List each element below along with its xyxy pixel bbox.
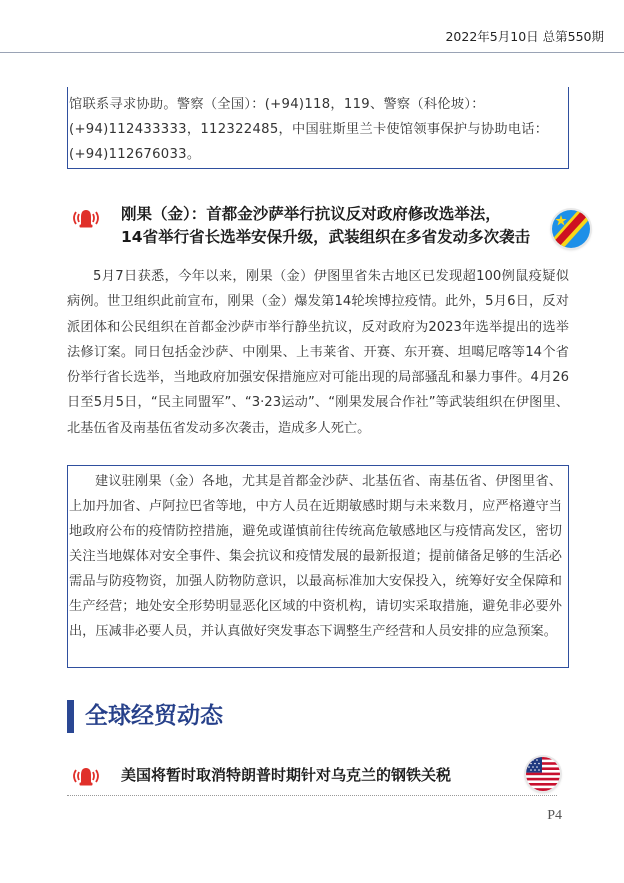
article-1-title (121, 203, 530, 249)
advice-text: 建议驻刚果（金）各地，尤其是首都金沙萨、北基伍省、南基伍省、伊图里省、上加丹加省、卢阿拉巴省等地，中方人员在近期敏感时期与未来数月，应严格遵守当地政府公布的疫情防控措施，避免或谨慎前往传统高危敏感地区与疫情高发区，密切关注当地媒体对安全事件、集会抗议和疫情发展的最新报道；提前储备足够的生活必需品与防疫物资，加强人防物防意识，以最高标准加大安保投入，统筹好安全保障和生产经营；地处安全形势明显恶化区域的中资机构，请切实采取措施，避免非必要外出，压减非必要人员，并认真做好突发事态下调整生产经营和人员安排的应急预案。 (69, 474, 562, 639)
alarm-bell-icon (70, 207, 102, 229)
page-number: P4 (547, 808, 562, 823)
issue-date: 2022年5月10日 总第550期 (445, 29, 604, 44)
top-box-line-3: (+94)112676033。 (69, 147, 201, 162)
article-2-title: 美国将暂时取消特朗普时期针对乌克兰的钢铁关税 (121, 766, 452, 784)
top-info-box (67, 87, 569, 169)
alarm-bell-icon (70, 765, 102, 787)
us-flag-icon (526, 757, 560, 791)
section-marker (67, 700, 74, 733)
advice-box (67, 465, 569, 668)
header-divider (0, 52, 624, 53)
section-title: 全球经贸动态 (85, 703, 223, 729)
top-box-line-2: (+94)112433333，112322485，中国驻斯里兰卡使馆领事保护与协助电话： (69, 122, 549, 137)
article-1-body: 5月7日获悉，今年以来，刚果（金）伊图里省朱古地区已发现超100例鼠疫疑似病例。世卫组织此前宣布，刚果（金）爆发第14轮埃博拉疫情。此外，5月6日，反对派团体和公民组织在首都金沙萨市举行静坐抗议，反对政府为2023年选举提出的选举法修订案。同日包括金沙萨、中刚果、上韦莱省、开赛、东开赛、坦噶尼喀等14个省份举行省长选举，当地政府加强安保措施应对可能出现的局部骚乱和暴力事件。4月26日至5月5日，“民主同盟军”、“3·23运动”、“刚果发展合作社”等武装组织在伊图里、北基伍省及南基伍省发动多次袭击，造成多人死亡。 (67, 269, 569, 436)
article-1-title-line-1: 刚果（金）：首都金沙萨举行抗议反对政府修改选举法， (121, 205, 501, 223)
top-box-line-1: 馆联系寻求协助。警察（全国）：(+94)118，119、警察（科伦坡）： (69, 97, 485, 112)
footer-divider (67, 795, 557, 796)
drc-flag-icon (552, 210, 590, 248)
article-1-title-line-2: 14省举行省长选举安保升级，武装组织在多省发动多次袭击 (121, 228, 531, 246)
